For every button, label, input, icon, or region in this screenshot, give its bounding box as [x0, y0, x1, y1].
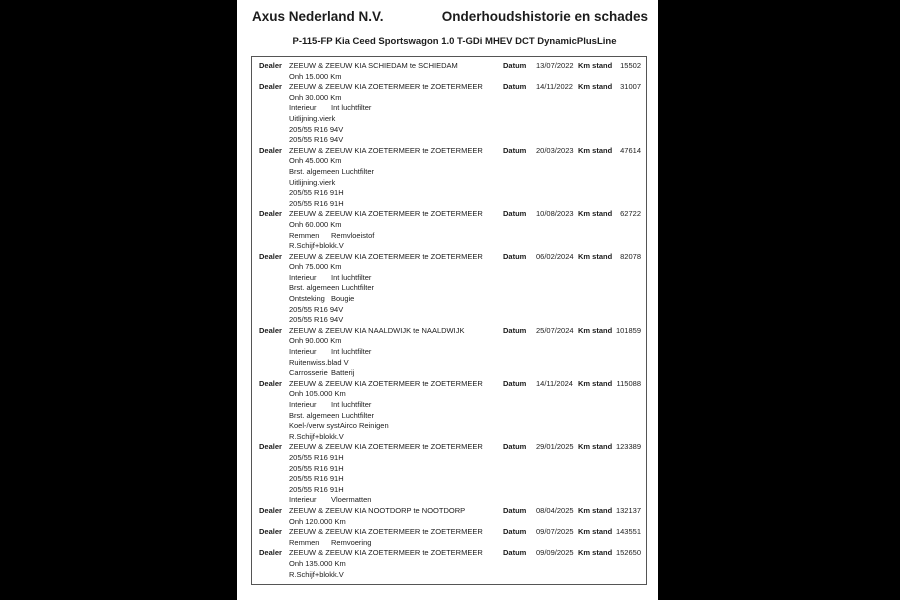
service-date: 13/07/2022: [536, 61, 574, 70]
service-item-line: [252, 368, 646, 379]
service-item: Brst. algemeen Luchtfilter: [289, 283, 375, 293]
service-item: Onh 135.000 Km: [289, 558, 346, 568]
service-item: Uitlijning.vierk: [289, 113, 336, 123]
service-item-line: [252, 315, 646, 326]
service-item-line: [252, 241, 646, 252]
service-item: Brst. algemeen Luchtfilter: [289, 410, 375, 420]
km-value: 101859: [615, 325, 641, 335]
dealer-name: ZEEUW & ZEEUW KIA ZOETERMEER te ZOETERMEER: [289, 442, 483, 452]
dealer-label: Dealer: [259, 209, 282, 219]
service-item: 205/55 R16 91H: [289, 452, 344, 462]
document-page: [237, 0, 658, 600]
dealer-name: ZEEUW & ZEEUW KIA ZOETERMEER te ZOETERMEER: [289, 145, 483, 155]
table-row: [252, 442, 646, 506]
service-item: 205/55 R16 94V: [289, 135, 344, 145]
table-row-header: [252, 61, 646, 72]
service-item-line: [252, 305, 646, 316]
service-item-line: [252, 570, 646, 581]
service-item-line: [252, 421, 646, 432]
table-row: [252, 506, 646, 527]
service-item-line: [252, 220, 646, 231]
kmstand-label: Km stand: [578, 325, 613, 335]
datum-label: Datum: [503, 527, 527, 537]
service-item-detail: Int luchtfilter: [331, 347, 372, 357]
service-item-detail: Bougie: [331, 294, 355, 304]
datum-label: Datum: [503, 505, 527, 515]
service-date: 14/11/2024: [536, 378, 573, 388]
document-title: Onderhoudshistorie en schades: [441, 9, 648, 24]
kmstand-label: Km stand: [578, 251, 613, 261]
datum-label: Datum: [503, 82, 527, 92]
service-item-line: [252, 517, 646, 528]
service-item: 205/55 R16 91H: [289, 463, 344, 473]
service-item-line: [252, 294, 646, 305]
service-item: Onh 45.000 Km: [289, 156, 342, 166]
table-row: [252, 326, 646, 379]
service-item: Onh 120.000 Km: [289, 516, 346, 526]
service-item: 205/55 R16 94V: [289, 124, 344, 134]
km-value: 132137: [615, 505, 641, 515]
service-item: 205/55 R16 91H: [289, 198, 344, 208]
service-date: 10/08/2023: [536, 209, 574, 219]
service-date: 06/02/2024: [536, 251, 574, 261]
dealer-label: Dealer: [259, 442, 282, 452]
table-row: [252, 61, 646, 82]
service-date: 09/09/2025: [536, 548, 574, 558]
table-row: [252, 379, 646, 443]
service-item: Onh 60.000 Km: [289, 219, 342, 229]
service-item-line: [252, 167, 646, 178]
service-item: R.Schijf+blokk.V: [289, 431, 344, 441]
service-item-line: [252, 135, 646, 146]
service-item-detail: Remvoering: [331, 537, 372, 547]
service-item: Onh 90.000 Km: [289, 336, 342, 346]
km-value: 115088: [616, 378, 641, 388]
dealer-name: ZEEUW & ZEEUW KIA NAALDWIJK te NAALDWIJK: [289, 325, 465, 335]
service-date: 20/03/2023: [536, 145, 574, 155]
dealer-label: Dealer: [259, 145, 282, 155]
service-item-line: [252, 188, 646, 199]
service-item-line: [252, 273, 646, 284]
km-value: 62722: [620, 209, 641, 219]
service-item-line: [252, 156, 646, 167]
service-item: 205/55 R16 91H: [289, 188, 344, 198]
dealer-label: Dealer: [259, 505, 282, 515]
table-row: [252, 252, 646, 326]
table-row-header: [252, 252, 646, 263]
km-value: 82078: [620, 251, 641, 261]
table-row-header: [252, 379, 646, 390]
datum-label: Datum: [503, 325, 527, 335]
service-item-line: [252, 231, 646, 242]
dealer-name: ZEEUW & ZEEUW KIA ZOETERMEER te ZOETERMEER: [289, 251, 483, 261]
km-value: 152650: [615, 548, 641, 558]
service-item-line: [252, 125, 646, 136]
table-row: [252, 82, 646, 146]
table-row: [252, 527, 646, 548]
service-item-line: [252, 114, 646, 125]
datum-label: Datum: [503, 442, 527, 452]
service-item: Carrosserie: [289, 368, 328, 378]
service-item-line: [252, 400, 646, 411]
service-item: Onh 30.000 Km: [289, 92, 342, 102]
km-value: 143551: [615, 527, 641, 537]
dealer-name: ZEEUW & ZEEUW KIA NOOTDORP te NOOTDORP: [289, 505, 466, 515]
service-date: 29/01/2025: [536, 442, 574, 452]
kmstand-label: Km stand: [578, 527, 613, 537]
datum-label: Datum: [503, 209, 527, 219]
datum-label: Datum: [503, 251, 527, 261]
service-item-line: [252, 358, 646, 369]
service-item: R.Schijf+blokk.V: [289, 241, 344, 251]
service-item-detail: Int luchtfilter: [331, 103, 372, 113]
kmstand-label: Km stand: [578, 209, 613, 219]
service-item-line: [252, 347, 646, 358]
table-row: [252, 548, 646, 580]
service-item: R.Schijf+blokk.V: [289, 569, 344, 579]
service-date: 25/07/2024: [536, 325, 574, 335]
kmstand-label: Km stand: [578, 442, 613, 452]
service-item-line: [252, 283, 646, 294]
table-row-header: [252, 146, 646, 157]
kmstand-label: Km stand: [578, 548, 613, 558]
service-item-line: [252, 199, 646, 210]
service-item-detail: Int luchtfilter: [331, 400, 372, 409]
service-date: 09/07/2025: [536, 527, 574, 537]
dealer-name: ZEEUW & ZEEUW KIA SCHIEDAM te SCHIEDAM: [289, 61, 458, 70]
service-item-line: [252, 262, 646, 273]
service-item: Brst. algemeen Luchtfilter: [289, 166, 375, 176]
dealer-name: ZEEUW & ZEEUW KIA ZOETERMEER te ZOETERMEER: [289, 378, 483, 388]
service-item: Remmen: [289, 537, 320, 547]
service-item-line: [252, 495, 646, 506]
table-row: [252, 146, 646, 210]
service-item-line: [252, 474, 646, 485]
kmstand-label: Km stand: [578, 61, 613, 70]
km-value: 47614: [620, 145, 641, 155]
service-item-line: [252, 464, 646, 475]
dealer-name: ZEEUW & ZEEUW KIA ZOETERMEER te ZOETERMEER: [289, 209, 483, 219]
service-item: Interieur: [289, 347, 317, 357]
datum-label: Datum: [503, 61, 527, 70]
service-item-line: [252, 453, 646, 464]
service-item-line: [252, 432, 646, 443]
service-item: Koel-/verw systAirco Reinigen: [289, 421, 389, 431]
dealer-label: Dealer: [259, 548, 282, 558]
service-item-line: [252, 93, 646, 104]
datum-label: Datum: [503, 378, 527, 388]
km-value: 123389: [615, 442, 641, 452]
service-item-line: [252, 103, 646, 114]
dealer-label: Dealer: [259, 61, 282, 70]
vehicle-description: P-115-FP Kia Ceed Sportswagon 1.0 T-GDi MHEV DCT DynamicPlusLine: [292, 36, 617, 47]
service-item-line: [252, 538, 646, 549]
service-item: Ontsteking: [289, 294, 325, 304]
dealer-label: Dealer: [259, 82, 282, 92]
dealer-label: Dealer: [259, 527, 282, 537]
dealer-name: ZEEUW & ZEEUW KIA ZOETERMEER te ZOETERMEER: [289, 527, 483, 537]
service-item: Onh 105.000 Km: [289, 389, 346, 399]
dealer-label: Dealer: [259, 251, 282, 261]
service-item: Interieur: [289, 495, 317, 505]
service-item: 205/55 R16 94V: [289, 315, 344, 325]
company-name: Axus Nederland N.V.: [252, 9, 384, 24]
service-item: Onh 15.000 Km: [289, 71, 342, 81]
service-date: 14/11/2022: [536, 82, 573, 92]
table-row-header: [252, 548, 646, 559]
service-item: Interieur: [289, 272, 317, 282]
dealer-label: Dealer: [259, 325, 282, 335]
dealer-name: ZEEUW & ZEEUW KIA ZOETERMEER te ZOETERMEER: [289, 82, 483, 92]
table-row-header: [252, 209, 646, 220]
dealer-name: ZEEUW & ZEEUW KIA ZOETERMEER te ZOETERMEER: [289, 548, 483, 558]
datum-label: Datum: [503, 145, 527, 155]
service-item-line: [252, 178, 646, 189]
service-item-detail: Int luchtfilter: [331, 272, 372, 282]
service-item-line: [252, 559, 646, 570]
service-item: Uitlijning.vierk: [289, 177, 336, 187]
dealer-label: Dealer: [259, 378, 282, 388]
kmstand-label: Km stand: [578, 82, 613, 92]
kmstand-label: Km stand: [578, 145, 613, 155]
table-row-header: [252, 527, 646, 538]
service-item-line: [252, 389, 646, 400]
service-item-detail: Batterij: [331, 368, 355, 378]
table-row: [252, 209, 646, 251]
table-row-header: [252, 506, 646, 517]
table-row-header: [252, 442, 646, 453]
service-item-line: [252, 72, 646, 83]
service-item-line: [252, 485, 646, 496]
service-item: Interieur: [289, 400, 317, 409]
service-item-line: [252, 411, 646, 422]
table-row-header: [252, 326, 646, 337]
service-item: 205/55 R16 91H: [289, 484, 344, 494]
km-value: 31007: [620, 82, 641, 92]
service-item: 205/55 R16 91H: [289, 474, 344, 484]
service-item-detail: Remvloeistof: [331, 230, 375, 240]
kmstand-label: Km stand: [578, 378, 613, 388]
datum-label: Datum: [503, 548, 527, 558]
service-item-detail: Vloermatten: [331, 495, 372, 505]
service-item: 205/55 R16 94V: [289, 304, 344, 314]
service-item-line: [252, 336, 646, 347]
document-header: [252, 9, 648, 24]
service-history-table: [251, 56, 647, 585]
service-item: Onh 75.000 Km: [289, 262, 342, 272]
kmstand-label: Km stand: [578, 505, 613, 515]
service-item: Ruitenwiss.blad V: [289, 357, 349, 367]
table-row-header: [252, 82, 646, 93]
service-item: Interieur: [289, 103, 317, 113]
service-date: 08/04/2025: [536, 505, 574, 515]
km-value: 15502: [620, 61, 641, 70]
service-item: Remmen: [289, 230, 320, 240]
